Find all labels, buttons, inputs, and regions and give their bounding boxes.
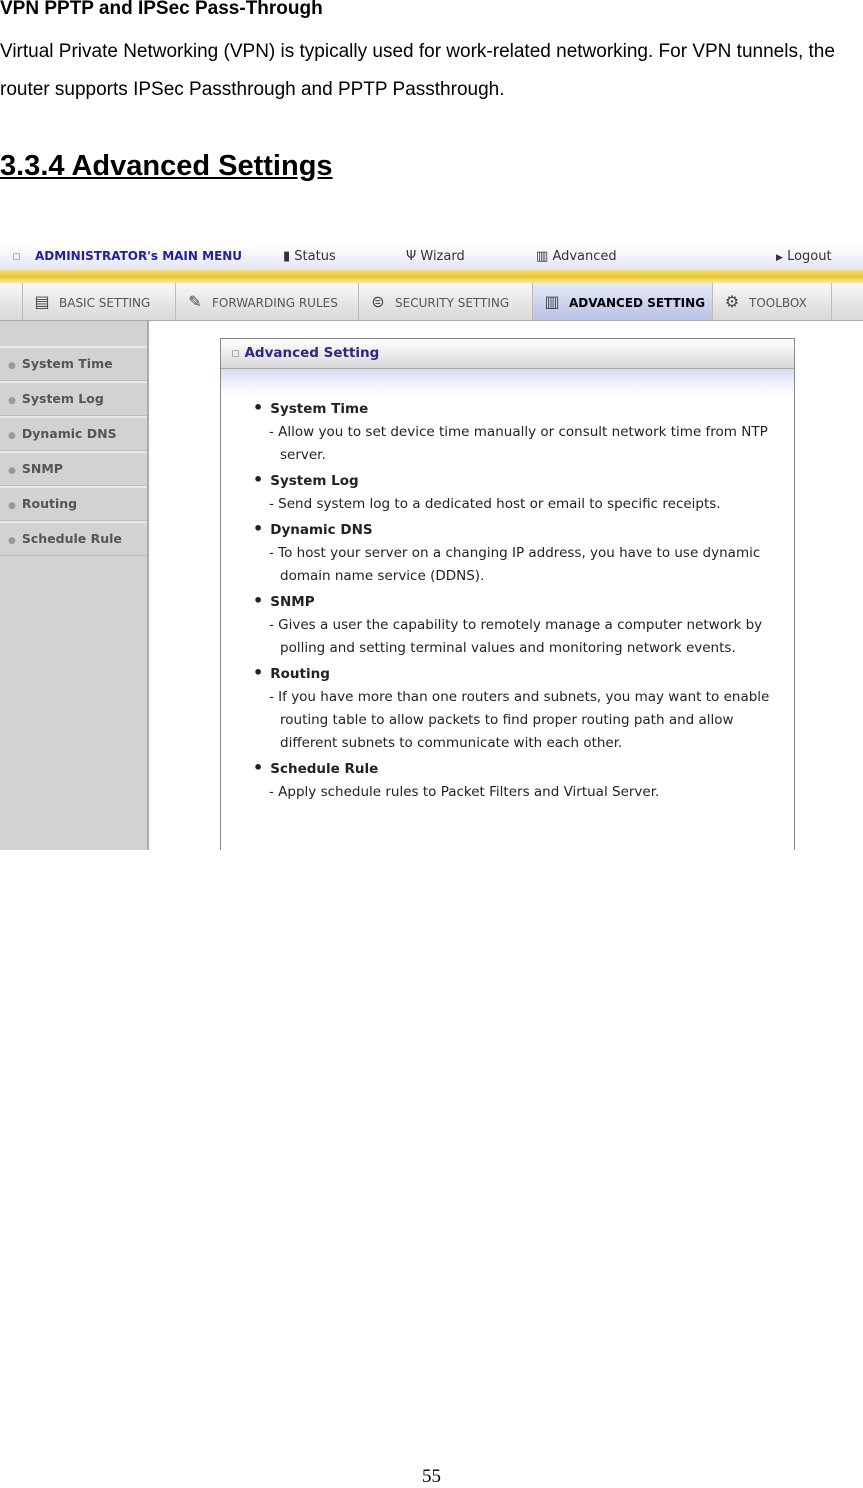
feature-description-text: - Allow you to set device time manually or consult network time from NTP server. [269,424,768,463]
sidebar-item-snmp[interactable]: ● SNMP [0,451,147,486]
sidebar-item-routing[interactable]: ● Routing [0,486,147,521]
feature-description-text: - Send system log to a dedicated host or email to specific receipts. [269,496,721,512]
arrow-right-icon: ▶ [776,253,783,263]
feature-title: • System Log [253,467,794,493]
feature-title: • Routing [253,660,794,686]
tab-basic-setting[interactable]: ▤ BASIC SETTING [22,283,175,320]
advanced-icon: ▥ [536,249,549,264]
status-icon: ▮ [283,249,291,264]
feature-description-text: - If you have more than one routers and subnets, you may want to enable routing table to allow packets to find proper routing path and allow different subnets to communicate with each other. [269,689,770,751]
feature-description [253,781,779,804]
sidebar-item-system-time[interactable]: ● System Time [0,346,147,381]
tab-bar [0,283,863,321]
main-menu-label: ADMINISTRATOR's MAIN MENU [35,249,243,263]
feature-description [253,542,779,588]
feature-description [253,614,779,660]
advanced-setting-panel [220,338,795,850]
feature-description-text: - Gives a user the capability to remotely manage a computer network by polling and setting terminal values and monitoring network events. [269,617,763,656]
vpn-heading: VPN PPTP and IPSec Pass-Through [0,0,323,19]
advanced-setting-icon: ▥ [544,292,560,311]
feature-title: • System Time [253,395,794,421]
sidebar-item-schedule-rule[interactable]: ● Schedule Rule [0,521,147,556]
feature-title: • Dynamic DNS [253,516,794,542]
top-menu-bar [0,245,863,270]
advanced-link[interactable]: ▥ Advanced [536,249,617,264]
book-icon: ▤ [34,292,50,311]
feature-title: • SNMP [253,588,794,614]
status-link[interactable]: ▮ Status [283,249,336,264]
tab-toolbox[interactable]: ⚙ TOOLBOX [712,283,832,320]
tab-security-setting[interactable]: ⊜ SECURITY SETTING [358,283,532,320]
feature-list [221,395,794,804]
toolbox-icon: ⚙ [724,292,740,311]
yellow-band [0,270,863,283]
page-number: 55 [422,1466,441,1487]
vpn-paragraph: Virtual Private Networking (VPN) is typically used for work-related networking. For VPN tunnels, the router supports IPSec Passthrough and PPTP Passthrough. [0,41,835,100]
tab-forwarding-rules[interactable]: ✎ FORWARDING RULES [175,283,358,320]
logout-link[interactable]: ▶ Logout [776,249,832,264]
sidebar-item-system-log[interactable]: ● System Log [0,381,147,416]
security-icon: ⊜ [371,292,385,311]
wizard-link[interactable]: Ψ Wizard [406,249,465,264]
wizard-icon: Ψ [406,249,417,264]
feature-description-text: - To host your server on a changing IP address, you have to use dynamic domain name service (DDNS). [269,545,761,584]
sidebar-item-dynamic-dns[interactable]: ● Dynamic DNS [0,416,147,451]
feature-description [253,493,779,516]
feature-description [253,421,779,467]
square-icon: ▫ [12,249,21,264]
sidebar [0,321,149,850]
panel-header: ▫ Advanced Setting [221,339,794,369]
feature-description [253,686,779,755]
tab-advanced-setting[interactable]: ▥ ADVANCED SETTING [532,283,712,320]
forwarding-icon: ✎ [188,292,202,311]
section-heading: 3.3.4 Advanced Settings [0,150,333,182]
feature-title: • Schedule Rule [253,755,794,781]
router-screenshot [0,245,863,850]
square-icon: ▫ [231,345,245,361]
feature-description-text: - Apply schedule rules to Packet Filters and Virtual Server. [269,784,660,800]
